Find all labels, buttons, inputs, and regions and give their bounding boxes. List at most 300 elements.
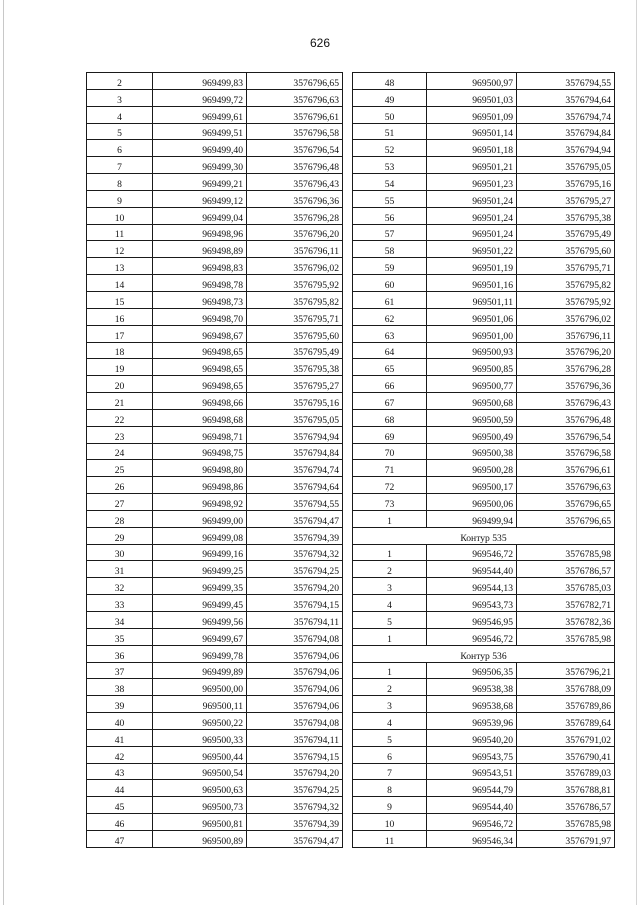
y-coordinate-cell: 3576796,21 [517,662,615,679]
y-coordinate-cell: 3576796,65 [517,494,615,511]
point-number-cell: 20 [87,376,153,393]
point-number-cell: 69 [353,426,427,443]
y-coordinate-cell: 3576794,94 [517,140,615,157]
y-coordinate-cell: 3576795,16 [247,393,343,410]
table-row [353,494,615,511]
table-row [353,527,615,544]
point-number-cell: 30 [87,544,153,561]
point-number-cell: 72 [353,477,427,494]
point-number-cell: 2 [353,561,427,578]
table-row [87,561,343,578]
x-coordinate-cell: 969499,30 [153,157,247,174]
y-coordinate-cell: 3576794,11 [247,612,343,629]
table-row [353,123,615,140]
point-number-cell: 21 [87,393,153,410]
coordinates-table-left-body [87,73,343,848]
x-coordinate-cell: 969544,79 [427,780,517,797]
point-number-cell: 24 [87,443,153,460]
y-coordinate-cell: 3576795,05 [247,409,343,426]
x-coordinate-cell: 969501,06 [427,308,517,325]
point-number-cell: 25 [87,460,153,477]
x-coordinate-cell: 969499,16 [153,544,247,561]
point-number-cell: 6 [87,140,153,157]
y-coordinate-cell: 3576796,20 [517,342,615,359]
table-row [87,89,343,106]
y-coordinate-cell: 3576794,39 [247,527,343,544]
table-row [353,595,615,612]
y-coordinate-cell: 3576796,02 [517,308,615,325]
x-coordinate-cell: 969499,56 [153,612,247,629]
point-number-cell: 62 [353,308,427,325]
y-coordinate-cell: 3576794,08 [247,628,343,645]
point-number-cell: 3 [353,578,427,595]
point-number-cell: 22 [87,409,153,426]
x-coordinate-cell: 969500,00 [153,679,247,696]
point-number-cell: 34 [87,612,153,629]
x-coordinate-cell: 969498,65 [153,342,247,359]
table-row [87,174,343,191]
point-number-cell: 70 [353,443,427,460]
y-coordinate-cell: 3576796,11 [517,325,615,342]
x-coordinate-cell: 969501,03 [427,89,517,106]
point-number-cell: 65 [353,359,427,376]
table-row [353,763,615,780]
x-coordinate-cell: 969501,21 [427,157,517,174]
point-number-cell: 5 [353,612,427,629]
x-coordinate-cell: 969543,75 [427,746,517,763]
table-row [353,190,615,207]
table-row [353,157,615,174]
x-coordinate-cell: 969498,86 [153,477,247,494]
x-coordinate-cell: 969500,85 [427,359,517,376]
y-coordinate-cell: 3576794,15 [247,746,343,763]
table-row [353,612,615,629]
point-number-cell: 2 [87,73,153,90]
x-coordinate-cell: 969501,24 [427,190,517,207]
x-coordinate-cell: 969498,67 [153,325,247,342]
y-coordinate-cell: 3576794,20 [247,578,343,595]
x-coordinate-cell: 969498,70 [153,308,247,325]
x-coordinate-cell: 969499,67 [153,628,247,645]
point-number-cell: 5 [353,729,427,746]
point-number-cell: 50 [353,106,427,123]
point-number-cell: 58 [353,241,427,258]
y-coordinate-cell: 3576794,25 [247,561,343,578]
point-number-cell: 37 [87,662,153,679]
y-coordinate-cell: 3576795,92 [517,291,615,308]
x-coordinate-cell: 969501,24 [427,207,517,224]
x-coordinate-cell: 969498,75 [153,443,247,460]
table-row [353,291,615,308]
coordinates-table-right-body [353,73,615,848]
y-coordinate-cell: 3576795,71 [247,308,343,325]
contour-caption: Контур 536 [353,645,615,662]
y-coordinate-cell: 3576796,54 [247,140,343,157]
table-row [353,561,615,578]
x-coordinate-cell: 969544,40 [427,797,517,814]
table-row [353,393,615,410]
y-coordinate-cell: 3576796,28 [517,359,615,376]
x-coordinate-cell: 969538,38 [427,679,517,696]
x-coordinate-cell: 969498,80 [153,460,247,477]
table-row [87,544,343,561]
point-number-cell: 41 [87,729,153,746]
x-coordinate-cell: 969500,81 [153,814,247,831]
y-coordinate-cell: 3576796,65 [517,510,615,527]
x-coordinate-cell: 969546,72 [427,544,517,561]
table-row [353,679,615,696]
x-coordinate-cell: 969500,22 [153,713,247,730]
x-coordinate-cell: 969500,33 [153,729,247,746]
point-number-cell: 59 [353,258,427,275]
x-coordinate-cell: 969499,00 [153,510,247,527]
x-coordinate-cell: 969500,44 [153,746,247,763]
point-number-cell: 60 [353,275,427,292]
x-coordinate-cell: 969500,77 [427,376,517,393]
x-coordinate-cell: 969501,23 [427,174,517,191]
point-number-cell: 1 [353,628,427,645]
point-number-cell: 7 [87,157,153,174]
y-coordinate-cell: 3576796,20 [247,224,343,241]
y-coordinate-cell: 3576796,36 [517,376,615,393]
y-coordinate-cell: 3576794,32 [247,797,343,814]
point-number-cell: 55 [353,190,427,207]
page-edge-right [636,0,637,905]
table-row [353,207,615,224]
x-coordinate-cell: 969546,72 [427,814,517,831]
y-coordinate-cell: 3576795,05 [517,157,615,174]
point-number-cell: 15 [87,291,153,308]
point-number-cell: 1 [353,544,427,561]
point-number-cell: 3 [87,89,153,106]
y-coordinate-cell: 3576785,98 [517,544,615,561]
page-edge-left [3,0,4,905]
x-coordinate-cell: 969501,19 [427,258,517,275]
point-number-cell: 11 [353,830,427,847]
y-coordinate-cell: 3576794,74 [517,106,615,123]
x-coordinate-cell: 969543,51 [427,763,517,780]
y-coordinate-cell: 3576796,58 [517,443,615,460]
x-coordinate-cell: 969499,89 [153,662,247,679]
table-row [353,224,615,241]
point-number-cell: 26 [87,477,153,494]
point-number-cell: 57 [353,224,427,241]
y-coordinate-cell: 3576794,06 [247,662,343,679]
y-coordinate-cell: 3576791,02 [517,729,615,746]
point-number-cell: 27 [87,494,153,511]
y-coordinate-cell: 3576795,49 [247,342,343,359]
point-number-cell: 31 [87,561,153,578]
x-coordinate-cell: 969499,04 [153,207,247,224]
point-number-cell: 12 [87,241,153,258]
y-coordinate-cell: 3576795,38 [517,207,615,224]
y-coordinate-cell: 3576794,84 [517,123,615,140]
table-row [87,443,343,460]
x-coordinate-cell: 969499,35 [153,578,247,595]
y-coordinate-cell: 3576796,02 [247,258,343,275]
x-coordinate-cell: 969538,68 [427,696,517,713]
point-number-cell: 67 [353,393,427,410]
point-number-cell: 43 [87,763,153,780]
x-coordinate-cell: 969499,45 [153,595,247,612]
y-coordinate-cell: 3576796,28 [247,207,343,224]
y-coordinate-cell: 3576796,11 [247,241,343,258]
x-coordinate-cell: 969546,72 [427,628,517,645]
y-coordinate-cell: 3576794,06 [247,696,343,713]
x-coordinate-cell: 969500,97 [427,73,517,90]
y-coordinate-cell: 3576796,43 [247,174,343,191]
x-coordinate-cell: 969500,38 [427,443,517,460]
point-number-cell: 36 [87,645,153,662]
x-coordinate-cell: 969498,89 [153,241,247,258]
table-row [353,426,615,443]
point-number-cell: 16 [87,308,153,325]
y-coordinate-cell: 3576795,16 [517,174,615,191]
table-row [87,157,343,174]
table-row [87,578,343,595]
y-coordinate-cell: 3576785,03 [517,578,615,595]
point-number-cell: 64 [353,342,427,359]
x-coordinate-cell: 969500,28 [427,460,517,477]
point-number-cell: 53 [353,157,427,174]
table-row [353,308,615,325]
x-coordinate-cell: 969498,96 [153,224,247,241]
x-coordinate-cell: 969500,17 [427,477,517,494]
table-row [87,140,343,157]
contour-caption: Контур 535 [353,527,615,544]
y-coordinate-cell: 3576782,71 [517,595,615,612]
y-coordinate-cell: 3576796,61 [247,106,343,123]
x-coordinate-cell: 969499,08 [153,527,247,544]
table-row [353,443,615,460]
x-coordinate-cell: 969498,78 [153,275,247,292]
y-coordinate-cell: 3576788,09 [517,679,615,696]
y-coordinate-cell: 3576794,47 [247,510,343,527]
x-coordinate-cell: 969500,54 [153,763,247,780]
y-coordinate-cell: 3576794,94 [247,426,343,443]
table-row [87,73,343,90]
y-coordinate-cell: 3576786,57 [517,797,615,814]
x-coordinate-cell: 969501,14 [427,123,517,140]
table-row [87,662,343,679]
y-coordinate-cell: 3576794,64 [247,477,343,494]
table-row [87,797,343,814]
table-row [87,393,343,410]
table-row [87,729,343,746]
x-coordinate-cell: 969501,18 [427,140,517,157]
table-row [87,241,343,258]
point-number-cell: 2 [353,679,427,696]
table-row [353,662,615,679]
table-row [87,359,343,376]
x-coordinate-cell: 969539,96 [427,713,517,730]
y-coordinate-cell: 3576796,63 [247,89,343,106]
y-coordinate-cell: 3576796,65 [247,73,343,90]
table-row [87,763,343,780]
x-coordinate-cell: 969500,93 [427,342,517,359]
point-number-cell: 10 [87,207,153,224]
y-coordinate-cell: 3576795,49 [517,224,615,241]
point-number-cell: 29 [87,527,153,544]
point-number-cell: 4 [353,595,427,612]
x-coordinate-cell: 969498,66 [153,393,247,410]
table-row [353,578,615,595]
table-row [87,106,343,123]
point-number-cell: 13 [87,258,153,275]
x-coordinate-cell: 969498,92 [153,494,247,511]
table-row [87,291,343,308]
point-number-cell: 38 [87,679,153,696]
table-row [87,376,343,393]
table-row [353,174,615,191]
point-number-cell: 42 [87,746,153,763]
x-coordinate-cell: 969498,83 [153,258,247,275]
x-coordinate-cell: 969500,49 [427,426,517,443]
x-coordinate-cell: 969501,11 [427,291,517,308]
y-coordinate-cell: 3576794,84 [247,443,343,460]
x-coordinate-cell: 969498,68 [153,409,247,426]
y-coordinate-cell: 3576796,61 [517,460,615,477]
table-row [353,106,615,123]
table-row [87,527,343,544]
table-row [353,729,615,746]
page-number: 626 [309,36,331,50]
point-number-cell: 52 [353,140,427,157]
x-coordinate-cell: 969500,06 [427,494,517,511]
y-coordinate-cell: 3576791,97 [517,830,615,847]
y-coordinate-cell: 3576789,03 [517,763,615,780]
y-coordinate-cell: 3576794,20 [247,763,343,780]
point-number-cell: 4 [87,106,153,123]
y-coordinate-cell: 3576794,25 [247,780,343,797]
table-row [87,645,343,662]
point-number-cell: 46 [87,814,153,831]
y-coordinate-cell: 3576796,54 [517,426,615,443]
table-row [353,510,615,527]
y-coordinate-cell: 3576795,38 [247,359,343,376]
x-coordinate-cell: 969499,12 [153,190,247,207]
point-number-cell: 35 [87,628,153,645]
x-coordinate-cell: 969499,51 [153,123,247,140]
point-number-cell: 48 [353,73,427,90]
y-coordinate-cell: 3576794,74 [247,460,343,477]
y-coordinate-cell: 3576789,86 [517,696,615,713]
x-coordinate-cell: 969499,72 [153,89,247,106]
x-coordinate-cell: 969498,65 [153,376,247,393]
table-row [87,814,343,831]
table-row [353,342,615,359]
table-row [353,89,615,106]
y-coordinate-cell: 3576794,39 [247,814,343,831]
table-row [353,797,615,814]
point-number-cell: 40 [87,713,153,730]
y-coordinate-cell: 3576794,55 [247,494,343,511]
point-number-cell: 19 [87,359,153,376]
y-coordinate-cell: 3576795,60 [517,241,615,258]
x-coordinate-cell: 969543,73 [427,595,517,612]
y-coordinate-cell: 3576796,48 [247,157,343,174]
table-row [87,409,343,426]
x-coordinate-cell: 969501,16 [427,275,517,292]
table-row [353,477,615,494]
table-row [353,73,615,90]
y-coordinate-cell: 3576794,06 [247,645,343,662]
table-row [87,258,343,275]
table-row [353,544,615,561]
table-row [87,628,343,645]
y-coordinate-cell: 3576795,92 [247,275,343,292]
point-number-cell: 63 [353,325,427,342]
y-coordinate-cell: 3576794,55 [517,73,615,90]
table-row [87,494,343,511]
table-row [353,258,615,275]
table-row [87,190,343,207]
point-number-cell: 3 [353,696,427,713]
table-row [87,696,343,713]
point-number-cell: 8 [87,174,153,191]
y-coordinate-cell: 3576795,82 [517,275,615,292]
x-coordinate-cell: 969501,24 [427,224,517,241]
point-number-cell: 1 [353,510,427,527]
x-coordinate-cell: 969540,20 [427,729,517,746]
x-coordinate-cell: 969499,25 [153,561,247,578]
table-row [87,460,343,477]
table-row [353,713,615,730]
x-coordinate-cell: 969544,40 [427,561,517,578]
table-row [87,207,343,224]
table-row [87,679,343,696]
y-coordinate-cell: 3576796,48 [517,409,615,426]
x-coordinate-cell: 969500,11 [153,696,247,713]
y-coordinate-cell: 3576795,82 [247,291,343,308]
y-coordinate-cell: 3576785,98 [517,628,615,645]
x-coordinate-cell: 969499,78 [153,645,247,662]
point-number-cell: 49 [353,89,427,106]
point-number-cell: 68 [353,409,427,426]
point-number-cell: 17 [87,325,153,342]
x-coordinate-cell: 969500,68 [427,393,517,410]
point-number-cell: 5 [87,123,153,140]
table-row [87,595,343,612]
point-number-cell: 56 [353,207,427,224]
table-row [353,376,615,393]
y-coordinate-cell: 3576795,71 [517,258,615,275]
point-number-cell: 23 [87,426,153,443]
table-row [353,140,615,157]
table-row [87,275,343,292]
x-coordinate-cell: 969546,34 [427,830,517,847]
y-coordinate-cell: 3576796,63 [517,477,615,494]
y-coordinate-cell: 3576794,64 [517,89,615,106]
table-row [87,224,343,241]
point-number-cell: 32 [87,578,153,595]
y-coordinate-cell: 3576794,47 [247,830,343,847]
table-row [87,510,343,527]
point-number-cell: 8 [353,780,427,797]
y-coordinate-cell: 3576795,60 [247,325,343,342]
point-number-cell: 7 [353,763,427,780]
point-number-cell: 51 [353,123,427,140]
point-number-cell: 33 [87,595,153,612]
y-coordinate-cell: 3576786,57 [517,561,615,578]
y-coordinate-cell: 3576794,08 [247,713,343,730]
point-number-cell: 71 [353,460,427,477]
x-coordinate-cell: 969501,22 [427,241,517,258]
x-coordinate-cell: 969506,35 [427,662,517,679]
x-coordinate-cell: 969499,94 [427,510,517,527]
table-row [353,325,615,342]
point-number-cell: 28 [87,510,153,527]
